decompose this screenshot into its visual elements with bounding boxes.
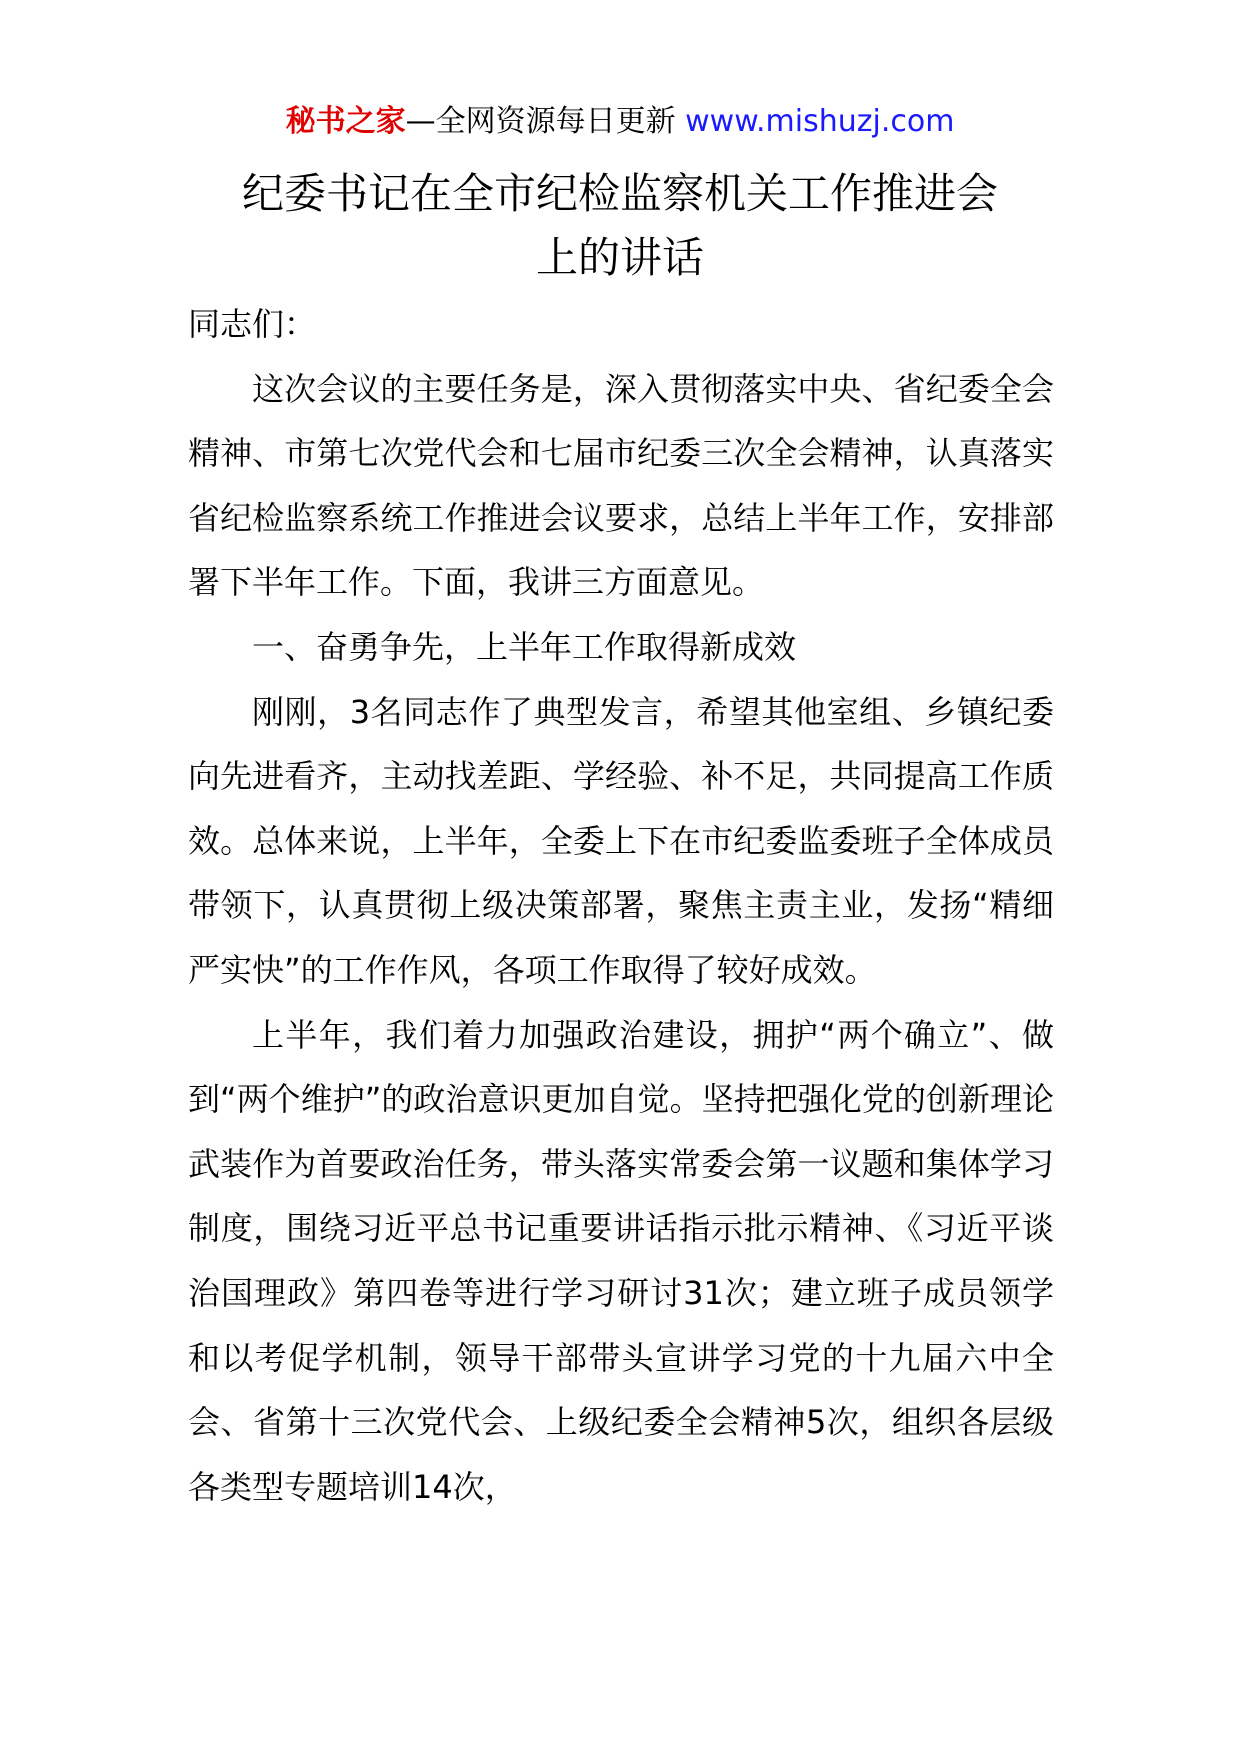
header-site-link[interactable]: www.mishuzj.com xyxy=(685,104,955,139)
paragraph-intro: 这次会议的主要任务是，深入贯彻落实中央、省纪委全会精神、市第七次党代会和七届市纪委三次全会精神，认真落实省纪检监察系统工作推进会议要求，总结上半年工作，安排部署下半年工作。下面，我讲三方面意见。 xyxy=(188,369,1054,602)
paragraph-2: 刚刚，3名同志作了典型发言，希望其他室组、乡镇纪委向先进看齐，主动找差距、学经验、补不足，共同提高工作质效。总体来说，上半年，全委上下在市纪委监委班子全体成员带领下，认真贯彻上级决策部署，聚焦主责主业，发扬“精细严实快”的工作作风，各项工作取得了较好成效。 xyxy=(188,692,1054,989)
header-brand: 秘书之家 xyxy=(285,104,406,139)
document-title xyxy=(150,162,1090,290)
page-header xyxy=(0,102,1240,142)
title-line-2: 上的讲话 xyxy=(535,233,704,282)
document-body xyxy=(188,292,1054,1519)
paragraph-3: 上半年，我们着力加强政治建设，拥护“两个确立”、做到“两个维护”的政治意识更加自觉。坚持把强化党的创新理论武装作为首要政治任务，带头落实常委会第一议题和集体学习制度，围绕习近平总书记重要讲话指示批示精神、《习近平谈治国理政》第四卷等进行学习研讨31次；建立班子成员领学和以考促学机制，领导干部带头宣讲学习党的十九届六中全会、省第十三次党代会、上级纪委全会精神5次，组织各层级各类型专题培训14次， xyxy=(188,1015,1054,1506)
header-slogan: —全网资源每日更新 xyxy=(405,104,686,139)
title-line-1: 纪委书记在全市纪检监察机关工作推进会 xyxy=(241,169,998,218)
section-heading-1: 一、奋勇争先，上半年工作取得新成效 xyxy=(252,627,797,666)
salutation: 同志们： xyxy=(188,305,317,343)
